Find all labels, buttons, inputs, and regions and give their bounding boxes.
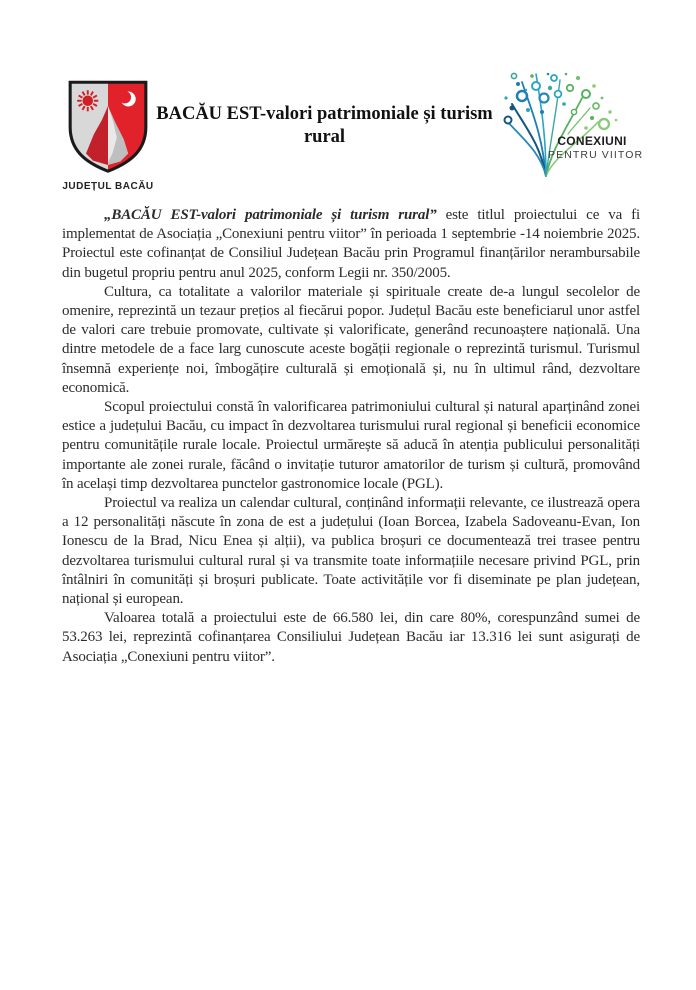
paragraph-1-lead: „BACĂU EST-valori patrimoniale și turism rural” [104, 207, 437, 223]
paragraph-5: Valoarea totală a proiectului este de 66.580 lei, din care 80%, corespunzând sumei de 53.263 lei, reprezintă cofinanțarea Consiliului Județean Bacău iar 13.316 lei sunt asigurați de Asociația „Conexiuni pentru viitor”. [62, 610, 640, 665]
paragraph-2: Cultura, ca totalitate a valorilor materiale și spirituale create de-a lungul secolelor de omenire, reprezintă un tezaur prețios al fiecărui popor. Județul Bacău este beneficiarul unor astfel de valori care trebuie promovate, cultivate și valorificate, generând recunoaștere națională. Una dintre metodele de a face larg cunoscute aceste bogății regionale o reprezintă turismul. Turismul însemnă experiențe noi, îmbogățire culturală și emoțională și, nu în ultimul rând, dezvoltare economică. [62, 283, 640, 396]
tree-network-icon [498, 68, 644, 184]
paragraph-1-rest: este titlul proiectului ce va fi implementat de Asociația „Conexiuni pentru viitor” în perioada 1 septembrie -14 noiembrie 2025. Proiectul este cofinanțat de Consiliul Județean Bacău prin Programul finanțărilor nerambursabile din bugetul propriu pentru anul 2025, conform Legii nr. 350/2005. [62, 207, 640, 281]
right-logo-line2: PENTRU VIITOR [548, 149, 644, 161]
right-logo-text [548, 134, 644, 161]
right-logo-line1: CONEXIUNI [557, 134, 627, 148]
paragraph-4: Proiectul va realiza un calendar cultural, conținând informații relevante, ce ilustrează opera a 12 personalități născute în zona de est a județului (Ioan Borcea, Izabela Sadoveanu-Evan, Ion Ionescu de la Brad, Nicu Enea și alții), va publica broșuri ce documentează trei trasee pentru dezvoltarea turismului cultural rural și va transmite toate informațiile necesare privind PGL, prin întâlniri în comunități și broșuri publicate. Toate activitățile vor fi diseminate pe plan județean, național și european. [62, 495, 640, 608]
page-title: BACĂU EST-valori patrimoniale și turism rural [156, 104, 493, 147]
document-body [62, 206, 640, 667]
coat-of-arms-icon [64, 76, 152, 173]
bacau-county-logo [60, 76, 156, 192]
left-logo-caption: JUDEȚUL BACĂU [62, 181, 154, 192]
paragraph-3: Scopul proiectului constă în valorificarea patrimoniului cultural și natural aparținând zonei estice a județului Bacău, cu impact în dezvoltarea turismului rural regional și beneficii economice pentru comunitățile rurale locale. Proiectul urmărește să aducă în atenția publicului personalități importante ale zonei rurale, făcând o invitație tuturor amatorilor de turism și cultură, promovând în același timp dezvoltarea punctelor gastronomice locale (PGL). [62, 399, 640, 492]
conexiuni-logo [498, 68, 644, 184]
paragraph-1 [62, 206, 640, 283]
